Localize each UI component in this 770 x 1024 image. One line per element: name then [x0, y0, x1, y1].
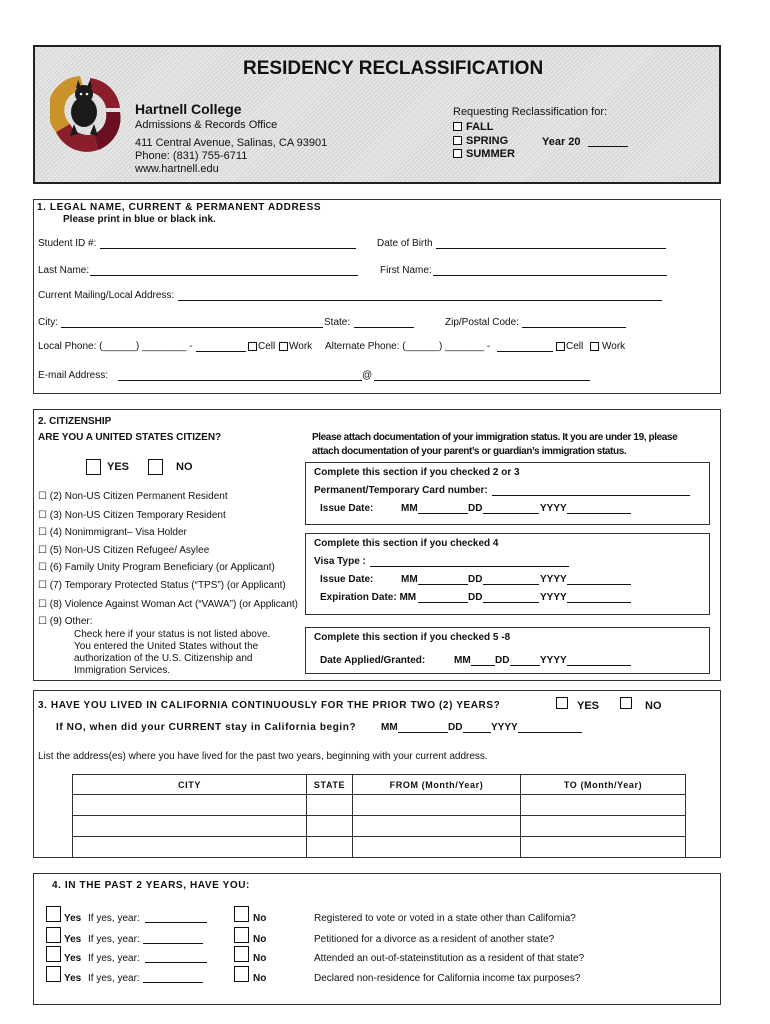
s4-row3-ifyes: If yes, year: — [88, 953, 140, 964]
card-number-label: Permanent/Temporary Card number: — [314, 485, 488, 496]
spring-checkbox[interactable] — [453, 136, 462, 145]
college-name: Hartnell College — [135, 101, 242, 117]
local-phone-label: Local Phone: (______) ________ - — [38, 341, 193, 352]
fall-label: FALL — [466, 121, 494, 133]
box2-mm: MM — [401, 574, 418, 585]
s4-row2-yes-label: Yes — [64, 934, 82, 945]
exp-yyyy-field[interactable] — [567, 602, 631, 603]
state-label: State: — [324, 317, 351, 328]
mailing-address-field[interactable] — [178, 300, 662, 301]
office-address: 411 Central Avenue, Salinas, CA 93901 — [135, 137, 328, 149]
status-option-5[interactable]: ☐ (5) Non-US Citizen Refugee/ Asylee — [38, 545, 210, 556]
status-option-3[interactable]: ☐ (3) Non-US Citizen Temporary Resident — [38, 510, 226, 521]
college-logo — [50, 72, 124, 154]
dob-field[interactable] — [436, 248, 666, 249]
to-cell[interactable] — [521, 816, 686, 837]
col-city: CITY — [73, 775, 307, 795]
if-no-question: If NO, when did your CURRENT stay in California begin? — [56, 722, 357, 733]
other-note-line4: Immigration Services. — [74, 665, 171, 676]
other-note-line3: authorization of the U.S. Citizenship and — [74, 653, 253, 664]
from-cell[interactable] — [353, 816, 521, 837]
from-cell[interactable] — [353, 837, 521, 858]
box2-dd: DD — [468, 574, 483, 585]
alt-work-label: Work — [602, 341, 626, 352]
box3-yyyy: YYYY — [540, 655, 567, 666]
ca-yes-label: YES — [577, 700, 600, 712]
last-name-label: Last Name: — [38, 265, 90, 276]
ca-continuous-question: 3. HAVE YOU LIVED IN CALIFORNIA CONTINUOUSLY FOR THE PRIOR TWO (2) YEARS? — [38, 700, 501, 711]
citizen-no-checkbox[interactable] — [148, 459, 163, 475]
section-2-heading: 2. CITIZENSHIP — [38, 416, 112, 427]
col-from: FROM (Month/Year) — [353, 775, 521, 795]
box2-issue-label: Issue Date: — [320, 574, 374, 585]
local-cell-checkbox[interactable] — [248, 342, 257, 351]
city-cell[interactable] — [73, 837, 307, 858]
ca-yes-checkbox[interactable] — [556, 697, 568, 709]
date-granted-label: Date Applied/Granted: — [320, 655, 426, 666]
email-label: E-mail Address: — [38, 370, 109, 381]
box2-yyyy-field[interactable] — [567, 584, 631, 585]
box1-mm: MM — [401, 503, 418, 514]
s3-mm: MM — [381, 722, 398, 733]
s4-row3-no-label: No — [253, 953, 267, 964]
box-4-title: Complete this section if you checked 4 — [314, 538, 499, 549]
email-at: @ — [362, 370, 373, 381]
box3-dd: DD — [495, 655, 510, 666]
local-work-checkbox[interactable] — [279, 342, 288, 351]
zip-field[interactable] — [522, 327, 626, 328]
visa-type-label: Visa Type : — [314, 556, 366, 567]
status-option-2[interactable]: ☐ (2) Non-US Citizen Permanent Resident — [38, 491, 228, 502]
first-name-field[interactable] — [433, 275, 667, 276]
box1-dd-field[interactable] — [483, 513, 539, 514]
box1-dd: DD — [468, 503, 483, 514]
s4-row2-no-label: No — [253, 934, 267, 945]
s4-row4-yes-checkbox[interactable] — [46, 966, 61, 982]
s4-row4-no-label: No — [253, 973, 267, 984]
other-note-line1: Check here if your status is not listed above. — [74, 629, 271, 640]
s4-row4-text: Declared non-residence for California income tax purposes? — [314, 973, 581, 984]
city-field[interactable] — [61, 327, 323, 328]
state-cell[interactable] — [307, 795, 353, 816]
card-number-field[interactable] — [492, 495, 690, 496]
exp-yyyy: YYYY — [540, 592, 567, 603]
college-website: www.hartnell.edu — [135, 163, 219, 175]
local-phone-field[interactable] — [196, 351, 246, 352]
from-cell[interactable] — [353, 795, 521, 816]
requesting-label: Requesting Reclassification for: — [453, 106, 608, 118]
box1-issue-label: Issue Date: — [320, 503, 374, 514]
student-id-field[interactable] — [100, 248, 356, 249]
s3-dd: DD — [448, 722, 463, 733]
year-label: Year 20 — [542, 136, 581, 148]
office-name: Admissions & Records Office — [135, 119, 278, 131]
box2-yyyy: YYYY — [540, 574, 567, 585]
year-field[interactable] — [588, 146, 628, 147]
col-to: TO (Month/Year) — [521, 775, 686, 795]
s4-row2-ifyes: If yes, year: — [88, 934, 140, 945]
citizen-no-label: NO — [176, 461, 193, 473]
alt-phone-label: Alternate Phone: (______) _______ - — [325, 341, 491, 352]
s4-row2-text: Petitioned for a divorce as a resident of another state? — [314, 934, 555, 945]
alt-phone-field[interactable] — [497, 351, 553, 352]
alt-cell-label: Cell — [566, 341, 584, 352]
section-1-instruction: Please print in blue or black ink. — [63, 214, 216, 225]
s4-row3-year-field[interactable] — [145, 962, 207, 963]
citizen-yes-checkbox[interactable] — [86, 459, 101, 475]
ca-no-checkbox[interactable] — [620, 697, 632, 709]
box3-yyyy-field[interactable] — [567, 665, 631, 666]
box3-mm: MM — [454, 655, 471, 666]
box1-yyyy-field[interactable] — [567, 513, 631, 514]
exp-dd-field[interactable] — [483, 602, 539, 603]
s4-row3-text: Attended an out-of-stateinstitution as a resident of that state? — [314, 953, 585, 964]
status-option-8[interactable]: ☐ (8) Violence Against Woman Act (“VAWA”) (or Applicant) — [38, 599, 298, 610]
box3-mm-field[interactable] — [471, 665, 495, 666]
first-name-label: First Name: — [380, 265, 432, 276]
student-id-label: Student ID #: — [38, 238, 97, 249]
s4-row4-year-field[interactable] — [143, 982, 203, 983]
alt-cell-checkbox[interactable] — [556, 342, 565, 351]
s4-row4-ifyes: If yes, year: — [88, 973, 140, 984]
s4-row4-no-checkbox[interactable] — [234, 966, 249, 982]
s4-row1-no-label: No — [253, 913, 267, 924]
address-list-instruction: List the address(es) where you have lived for the past two years, beginning with your current address. — [38, 751, 488, 762]
city-cell[interactable] — [73, 816, 307, 837]
email-user-field[interactable] — [118, 380, 362, 381]
attach-note-line2: attach documentation of your parent’s or guardian’s immigration status. — [312, 446, 627, 457]
s4-row2-yes-checkbox[interactable] — [46, 927, 61, 943]
page-title: RESIDENCY RECLASSIFICATION — [243, 58, 544, 79]
last-name-field[interactable] — [90, 275, 358, 276]
mailing-address-label: Current Mailing/Local Address: — [38, 290, 175, 301]
s3-mm-field[interactable] — [398, 732, 448, 733]
local-cell-label: Cell — [258, 341, 276, 352]
state-field[interactable] — [354, 327, 414, 328]
citizen-question: ARE YOU A UNITED STATES CITIZEN? — [38, 432, 222, 443]
s4-row3-no-checkbox[interactable] — [234, 946, 249, 962]
exp-dd: DD — [468, 592, 483, 603]
exp-mm-field[interactable] — [418, 602, 468, 603]
city-cell[interactable] — [73, 795, 307, 816]
address-history-table — [72, 774, 686, 858]
zip-label: Zip/Postal Code: — [445, 317, 519, 328]
s4-row1-text: Registered to vote or voted in a state other than California? — [314, 913, 576, 924]
box1-yyyy: YYYY — [540, 503, 567, 514]
box2-mm-field[interactable] — [418, 584, 468, 585]
s3-yyyy-field[interactable] — [518, 732, 582, 733]
summer-checkbox[interactable] — [453, 149, 462, 158]
local-work-label: Work — [289, 341, 313, 352]
state-cell[interactable] — [307, 816, 353, 837]
s4-row1-year-field[interactable] — [145, 922, 207, 923]
other-note-line2: You entered the United States without the — [74, 641, 259, 652]
dob-label: Date of Birth — [377, 238, 433, 249]
spring-label: SPRING — [466, 135, 509, 147]
box3-dd-field[interactable] — [510, 665, 540, 666]
status-option-6[interactable]: ☐ (6) Family Unity Program Beneficiary (or Applicant) — [38, 562, 275, 573]
s4-row3-yes-label: Yes — [64, 953, 82, 964]
citizen-yes-label: YES — [107, 461, 130, 473]
alt-work-checkbox[interactable] — [590, 342, 599, 351]
summer-label: SUMMER — [466, 148, 515, 160]
visa-type-field[interactable] — [370, 566, 569, 567]
s4-row1-ifyes: If yes, year: — [88, 913, 140, 924]
section-1-heading: 1. LEGAL NAME, CURRENT & PERMANENT ADDRESS — [37, 202, 322, 213]
box-5-8-title: Complete this section if you checked 5 -8 — [314, 632, 511, 643]
table-row — [73, 816, 686, 837]
s4-row3-yes-checkbox[interactable] — [46, 946, 61, 962]
to-cell[interactable] — [521, 837, 686, 858]
s4-row4-yes-label: Yes — [64, 973, 82, 984]
section-4-heading: 4. IN THE PAST 2 YEARS, HAVE YOU: — [52, 880, 250, 891]
office-phone: Phone: (831) 755-6711 — [135, 150, 248, 162]
s3-yyyy: YYYY — [491, 722, 518, 733]
s4-row2-year-field[interactable] — [143, 943, 203, 944]
fall-checkbox[interactable] — [453, 122, 462, 131]
email-domain-field[interactable] — [374, 380, 590, 381]
table-row — [73, 837, 686, 858]
table-row — [73, 795, 686, 816]
s4-row1-yes-label: Yes — [64, 913, 82, 924]
box2-dd-field[interactable] — [483, 584, 539, 585]
col-state: STATE — [307, 775, 353, 795]
to-cell[interactable] — [521, 795, 686, 816]
city-label: City: — [38, 317, 58, 328]
status-option-7[interactable]: ☐ (7) Temporary Protected Status (“TPS”) (or Applicant) — [38, 580, 286, 591]
expiration-label: Expiration Date: MM — [320, 592, 417, 603]
attach-note-line1: Please attach documentation of your immigration status. It you are under 19, please — [312, 432, 678, 443]
status-option-4[interactable]: ☐ (4) Nonimmigrant– Visa Holder — [38, 527, 187, 538]
box-2-3-title: Complete this section if you checked 2 or 3 — [314, 467, 520, 478]
s4-row2-no-checkbox[interactable] — [234, 927, 249, 943]
ca-no-label: NO — [645, 700, 662, 712]
status-option-9[interactable]: ☐ (9) Other: — [38, 616, 93, 627]
state-cell[interactable] — [307, 837, 353, 858]
s3-dd-field[interactable] — [463, 732, 491, 733]
box1-mm-field[interactable] — [418, 513, 468, 514]
s4-row1-yes-checkbox[interactable] — [46, 906, 61, 922]
s4-row1-no-checkbox[interactable] — [234, 906, 249, 922]
